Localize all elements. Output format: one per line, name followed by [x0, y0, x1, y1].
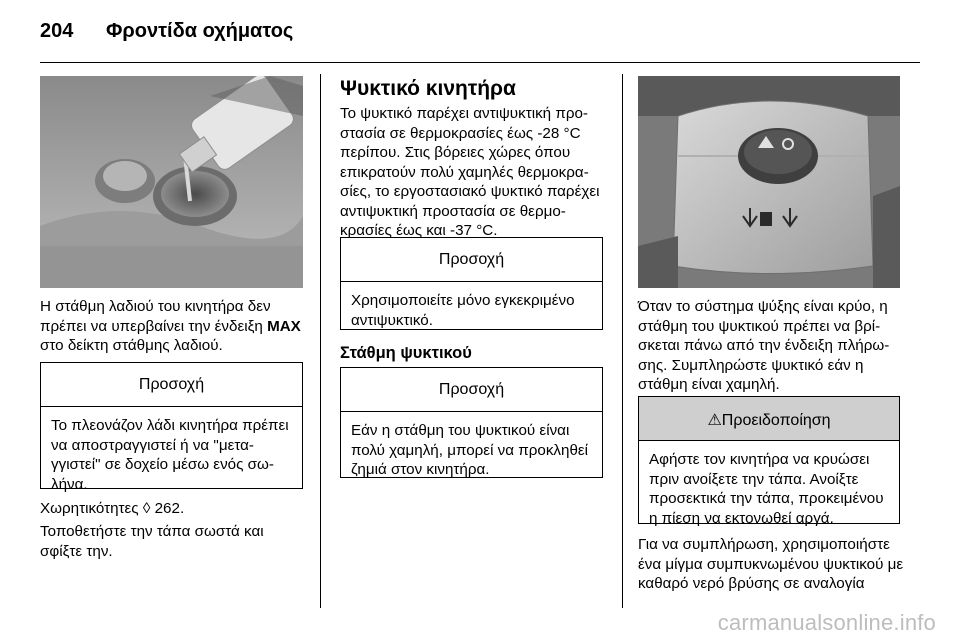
warning-box-coolant	[638, 396, 900, 527]
caution-box-title: Προσοχή	[341, 368, 602, 412]
oil-level-text: Η στάθμη λαδιού του κινητήρα δεν πρέπει να υπερβαίνει την ένδειξη	[40, 298, 271, 335]
column-divider-left	[320, 74, 321, 608]
column-divider-right	[622, 74, 623, 608]
warning-box-header	[639, 397, 899, 441]
caution-box-antifreeze	[340, 237, 603, 330]
tighten-cap-paragraph: Τοποθετήστε την τάπα σωστά και σφίξτε την.	[40, 523, 264, 560]
arrow-reference-icon: ◊	[142, 500, 151, 517]
caution-box-coolant-level	[340, 367, 603, 478]
caution-box-oil	[40, 362, 303, 493]
warning-box-title: Προειδοποίηση	[721, 412, 831, 429]
coolant-heading: Ψυκτικό κινητήρα	[340, 77, 516, 100]
caution-box-text: Χρησιμοποιείτε μόνο εγκεκριμένο αντιψυκτικό.	[351, 292, 575, 329]
oil-level-text-end: στο δείκτη στάθμης λαδιού.	[40, 337, 223, 354]
max-label: MAX	[267, 317, 301, 335]
oil-level-paragraph	[40, 297, 310, 356]
capacities-reference	[40, 499, 310, 519]
capacities-label: Χωρητικότητες	[40, 500, 139, 517]
page-header	[40, 12, 920, 52]
warning-triangle-icon: ⚠	[707, 412, 722, 429]
coolant-reservoir-photo	[638, 76, 900, 288]
coolant-mix-paragraph: Για να συμπλήρωση, χρησιμοποιήστε ένα μίγμα συμπυκνωμένου ψυκτικού με καθαρό νερό βρύσης σε αναλογία	[638, 536, 904, 592]
coolant-paragraph: Το ψυκτικό παρέχει αντιψυκτική προστασία σε θερμοκρασίες έως -28 °C περίπου. Στις βόρειες χώρες όπου επικρατούν πολύ χαμηλές θερμοκρασίες, το εργοστασιακό ψυκτικό παρέχει αντιψυκτική προστασία σε θερμοκρασίες έως και -37 °C.	[340, 105, 600, 239]
caution-box-title: Προσοχή	[41, 363, 302, 407]
warning-box-text: Αφήστε τον κινητήρα να κρυώσει πριν ανοίξετε την τάπα. Ανοίξτε προσεκτικά την τάπα, προκειμένου η πίεση να εκτονωθεί αργά.	[649, 451, 884, 527]
coolant-fill-paragraph: Όταν το σύστημα ψύξης είναι κρύο, η στάθμη του ψυκτικού πρέπει να βρίσκεται πάνω από την ένδειξη πλήρωσης. Συμπληρώστε ψυκτικό εάν η στάθμη είναι χαμηλή.	[638, 298, 890, 393]
header-divider	[40, 62, 920, 63]
page-number: 204	[40, 20, 74, 42]
coolant-reservoir-illustration	[638, 76, 900, 288]
caution-box-text: Το πλεονάζον λάδι κινητήρα πρέπει να αποστραγγιστεί ή να "μεταγγιστεί" σε δοχείο μέσω ενός σωλήνα.	[51, 417, 289, 493]
caution-box-text: Εάν η στάθμη του ψυκτικού είναι πολύ χαμηλή, μπορεί να προκληθεί ζημιά στον κινητήρα.	[351, 422, 589, 478]
capacities-page-link[interactable]: 262.	[154, 500, 185, 517]
watermark: carmanualsonline.info	[717, 610, 936, 635]
caution-box-title: Προσοχή	[341, 238, 602, 282]
engine-oil-illustration	[40, 76, 303, 288]
coolant-level-subheading: Στάθμη ψυκτικού	[340, 344, 472, 362]
section-title: Φροντίδα οχήματος	[106, 20, 294, 42]
engine-oil-filling-photo	[40, 76, 303, 288]
